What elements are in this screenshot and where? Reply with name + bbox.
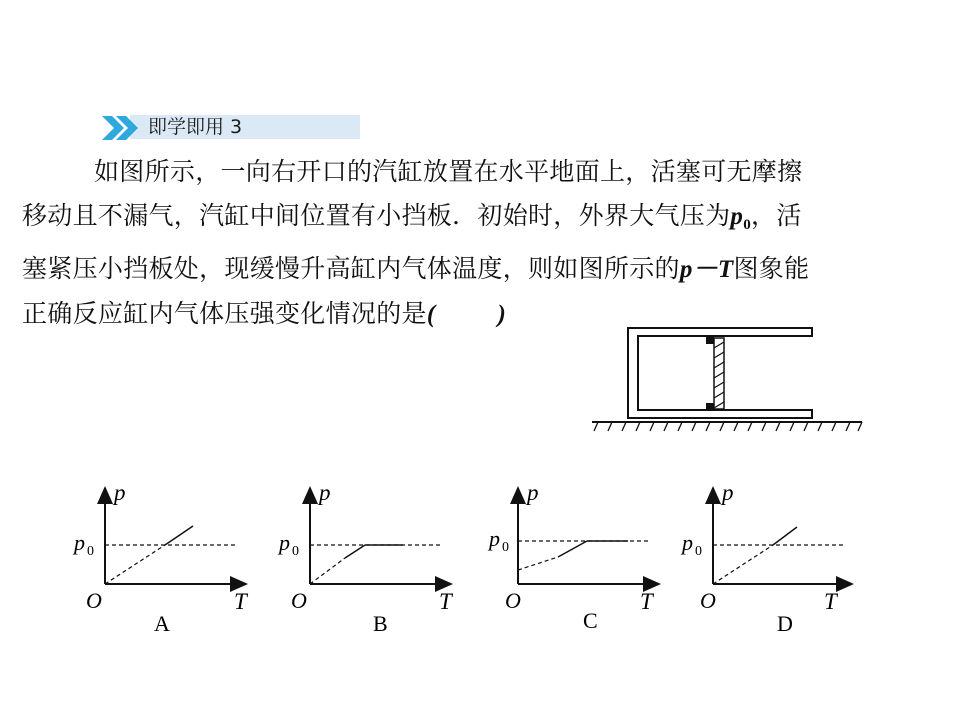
y-axis-label: p	[527, 480, 539, 505]
piston	[714, 338, 724, 409]
question-line-4-text: 正确反应缸内气体压强变化情况的是	[22, 299, 427, 328]
stopper-top	[706, 337, 714, 344]
origin-label: O	[505, 588, 521, 613]
p0-label: p	[279, 530, 290, 555]
p0-subscript: 0	[502, 540, 509, 555]
question-line-2-tail: ，活	[751, 201, 802, 230]
graph-b-dashed-segment	[310, 558, 345, 584]
y-axis-label: p	[319, 480, 331, 505]
cylinder-diagram	[590, 320, 870, 435]
origin-label: O	[86, 588, 102, 613]
graph-c-dashed-segment	[518, 557, 558, 570]
graph-option-c	[483, 478, 683, 642]
x-axis-label: T	[640, 589, 653, 614]
question-line-3	[22, 247, 947, 292]
p0-label: p	[489, 526, 500, 551]
ground-hatching	[594, 422, 862, 431]
option-label: A	[154, 611, 170, 636]
option-label: D	[777, 611, 793, 636]
x-axis-label: T	[824, 589, 837, 614]
y-axis-label: p	[722, 480, 734, 505]
graph-b-rising-segment	[345, 545, 365, 558]
answer-paren-close: )	[497, 301, 507, 328]
double-chevron-icon	[100, 114, 146, 142]
symbol-p-minus-T: p－T	[679, 256, 734, 283]
origin-label: O	[291, 588, 307, 613]
question-line-1: 如图所示，一向右开口的汽缸放置在水平地面上，活塞可无摩擦	[94, 157, 803, 186]
symbol-p0: $p_0$	[730, 203, 752, 233]
graph-option-a	[70, 478, 270, 642]
graph-option-d	[676, 478, 876, 642]
x-axis-label: T	[234, 589, 247, 614]
question-line-2-text: 移动且不漏气，汽缸中间位置有小挡板．初始时，外界大气压为	[22, 201, 731, 230]
graph-d-solid-segment	[773, 527, 797, 545]
graph-c-rising-segment	[558, 541, 587, 557]
p0-label: p	[74, 530, 85, 555]
answer-paren-open: (	[426, 301, 436, 328]
option-label: C	[583, 608, 598, 633]
origin-label: O	[700, 588, 716, 613]
p0-subscript: 0	[87, 544, 94, 559]
p0-subscript: 0	[292, 544, 299, 559]
graph-a-dashed-segment	[105, 545, 165, 584]
x-axis-label: T	[439, 589, 452, 614]
option-label: B	[373, 611, 388, 636]
graph-option-b	[275, 478, 475, 642]
p0-subscript: 0	[695, 544, 702, 559]
y-axis-label: p	[114, 480, 126, 505]
section-tag-label: 即学即用 3	[148, 116, 243, 138]
question-line-3-tail: 图象能	[733, 254, 810, 283]
graph-d-dashed-segment	[713, 545, 773, 584]
graph-a-solid-segment	[165, 526, 193, 545]
question-text	[22, 150, 947, 337]
stopper-bottom	[706, 403, 714, 410]
question-line-3-text: 塞紧压小挡板处，现缓慢升高缸内气体温度，则如图所示的	[22, 254, 680, 283]
p0-label: p	[682, 530, 693, 555]
question-line-2	[22, 194, 947, 247]
